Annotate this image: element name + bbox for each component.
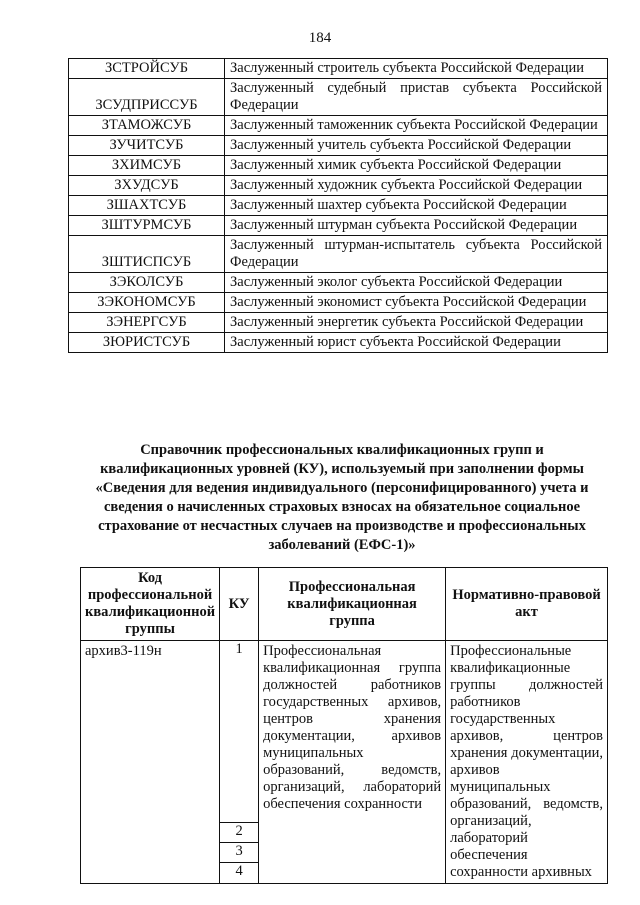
award-code: ЗШТИСПСУБ	[69, 236, 225, 273]
award-name: Заслуженный эколог субъекта Российской Федерации	[225, 273, 608, 293]
ku-level: 3	[220, 843, 258, 863]
award-code: ЗЭКОНОМСУБ	[69, 293, 225, 313]
reference-title-line: сведения о начисленных страховых взносах на обязательное социальное	[103, 499, 581, 515]
award-code: ЗУЧИТСУБ	[69, 136, 225, 156]
award-code: ЗХУДСУБ	[69, 176, 225, 196]
award-name: Заслуженный юрист субъекта Российской Федерации	[225, 333, 608, 353]
table-row	[69, 273, 608, 293]
award-name: Заслуженный энергетик субъекта Российской Федерации	[225, 313, 608, 333]
award-name: Заслуженный судебный пристав субъекта Российской Федерации	[225, 79, 608, 116]
ku-level: 1	[220, 641, 258, 823]
reference-title-line: «Сведения для ведения индивидуального (персонифицированного) учета и	[95, 480, 589, 496]
ku-level: 4	[235, 863, 243, 879]
award-codes-table	[68, 58, 608, 353]
award-code: ЗЭНЕРГСУБ	[69, 313, 225, 333]
qualification-groups-table	[80, 567, 608, 884]
award-code: ЗШТУРМСУБ	[69, 216, 225, 236]
table-header-row	[81, 568, 608, 641]
table-row	[69, 236, 608, 273]
reference-title	[72, 441, 612, 555]
table-row	[69, 136, 608, 156]
table-row	[81, 641, 608, 884]
table-row	[69, 333, 608, 353]
table-row	[69, 196, 608, 216]
award-name: Заслуженный таможенник субъекта Российской Федерации	[225, 116, 608, 136]
award-name: Заслуженный штурман субъекта Российской Федерации	[225, 216, 608, 236]
award-code: ЗХИМСУБ	[69, 156, 225, 176]
table-row	[69, 156, 608, 176]
header-code: Код профессиональной квалификационной группы	[81, 568, 220, 641]
reference-title-line: квалификационных уровней (КУ), используемый при заполнении формы	[100, 461, 584, 477]
group-code: архив3-119н	[81, 641, 220, 884]
award-name: Заслуженный штурман-испытатель субъекта Российской Федерации	[225, 236, 608, 273]
table-row	[69, 79, 608, 116]
award-name: Заслуженный художник субъекта Российской Федерации	[225, 176, 608, 196]
table-row	[69, 293, 608, 313]
table-row	[69, 216, 608, 236]
award-code: ЗСУДПРИССУБ	[69, 79, 225, 116]
award-name: Заслуженный экономист субъекта Российской Федерации	[225, 293, 608, 313]
ku-level: 2	[220, 823, 258, 843]
header-act: Нормативно-правовой акт	[446, 568, 608, 641]
ku-levels	[220, 641, 259, 884]
table-row	[69, 176, 608, 196]
table-row	[69, 116, 608, 136]
page-number: 184	[308, 30, 332, 46]
award-code: ЗЭКОЛСУБ	[69, 273, 225, 293]
award-name: Заслуженный шахтер субъекта Российской Федерации	[225, 196, 608, 216]
award-code: ЗШАХТСУБ	[69, 196, 225, 216]
reference-title-line: страхование от несчастных случаев на производстве и профессиональных	[98, 518, 586, 534]
reference-title-line: Справочник профессиональных квалификационных групп и	[140, 442, 544, 458]
award-name: Заслуженный учитель субъекта Российской Федерации	[225, 136, 608, 156]
award-code: ЗСТРОЙСУБ	[69, 59, 225, 79]
table-row	[69, 313, 608, 333]
award-name: Заслуженный химик субъекта Российской Федерации	[225, 156, 608, 176]
reference-title-line: заболеваний (ЕФС-1)»	[268, 537, 416, 553]
header-ku: КУ	[220, 568, 259, 641]
group-name: Профессиональная квалификационная группа должностей работников государственных архивов, центров хранения документации, архивов муниципальных образований, ведомств, организаций, лабораторий обеспечения сохранности	[259, 641, 446, 884]
award-name: Заслуженный строитель субъекта Российской Федерации	[225, 59, 608, 79]
table-row	[69, 59, 608, 79]
award-code: ЗЮРИСТСУБ	[69, 333, 225, 353]
legal-act: Профессиональные квалификационные группы должностей работников государственных архивов, центров хранения документации, архивов муниципальных образований, ведомств, организаций, лабораторий обеспечения сохранности архивных	[446, 641, 608, 884]
header-group: Профессиональная квалификационная группа	[259, 568, 446, 641]
award-code: ЗТАМОЖСУБ	[69, 116, 225, 136]
